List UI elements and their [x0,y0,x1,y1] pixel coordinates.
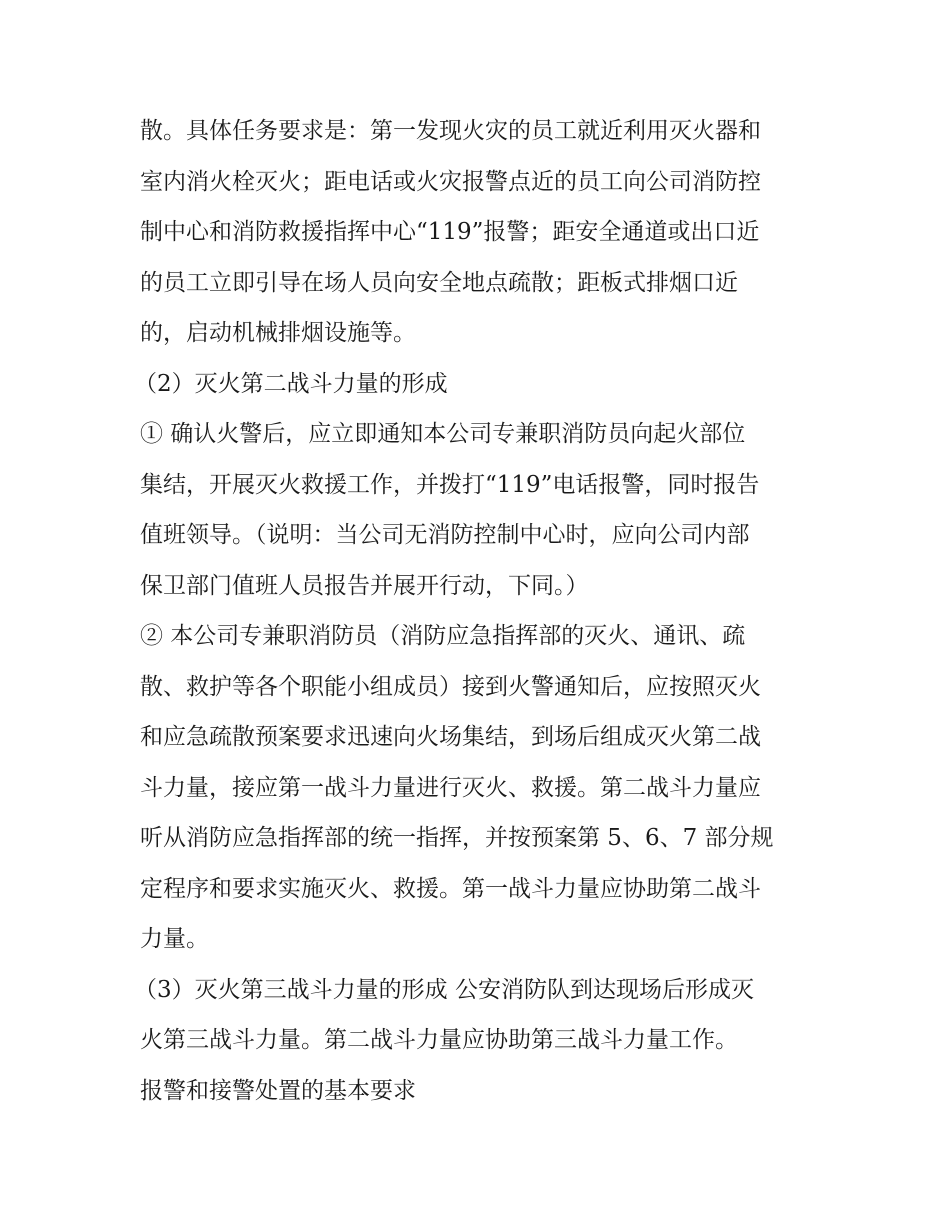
text-line: 和应急疏散预案要求迅速向火场集结，到场后组成灭火第二战 [140,724,761,750]
text-line: 听从消防应急指挥部的统一指挥，并按预案第 5、6、7 部分规 [140,825,774,851]
text-line: 的，启动机械排烟设施等。 [140,320,416,346]
text-line: 火第三战斗力量。第二战斗力量应协助第三战斗力量工作。 [140,1027,738,1053]
text-line: 的员工立即引导在场人员向安全地点疏散；距板式排烟口近 [140,269,738,296]
text-line: 保卫部门值班人员报告并展开行动，下同。） [140,572,589,599]
text-line: 定程序和要求实施灭火、救援。第一战斗力量应协助第二战斗 [140,875,761,902]
section-heading: （2）灭火第二战斗力量的形成 [134,370,448,397]
section-heading: （3）灭火第三战斗力量的形成 公安消防队到达现场后形成灭 [134,976,754,1003]
document-body [134,106,820,1116]
text-line: 斗力量，接应第一战斗力量进行灭火、救援。第二战斗力量应 [140,774,761,801]
text-line: 制中心和消防救援指挥中心“119”报警；距安全通道或出口近 [140,219,760,245]
text-line: 力量。 [140,926,209,952]
text-line: ② 本公司专兼职消防员（消防应急指挥部的灭火、通讯、疏 [140,623,746,649]
text-line: 散、救护等各个职能小组成员）接到火警通知后，应按照灭火 [140,673,761,700]
text-line: ① 确认火警后，应立即通知本公司专兼职消防员向起火部位 [140,421,746,447]
text-line: 散。具体任务要求是：第一发现火灾的员工就近利用灭火器和 [140,118,761,144]
text-line: 值班领导。（说明：当公司无消防控制中心时，应向公司内部 [140,522,750,548]
subsection-title: 报警和接警处置的基本要求 [140,1077,416,1104]
text-line: 室内消火栓灭火；距电话或火灾报警点近的员工向公司消防控 [140,168,761,195]
text-line: 集结，开展灭火救援工作，并拨打“119”电话报警，同时报告 [140,471,760,498]
